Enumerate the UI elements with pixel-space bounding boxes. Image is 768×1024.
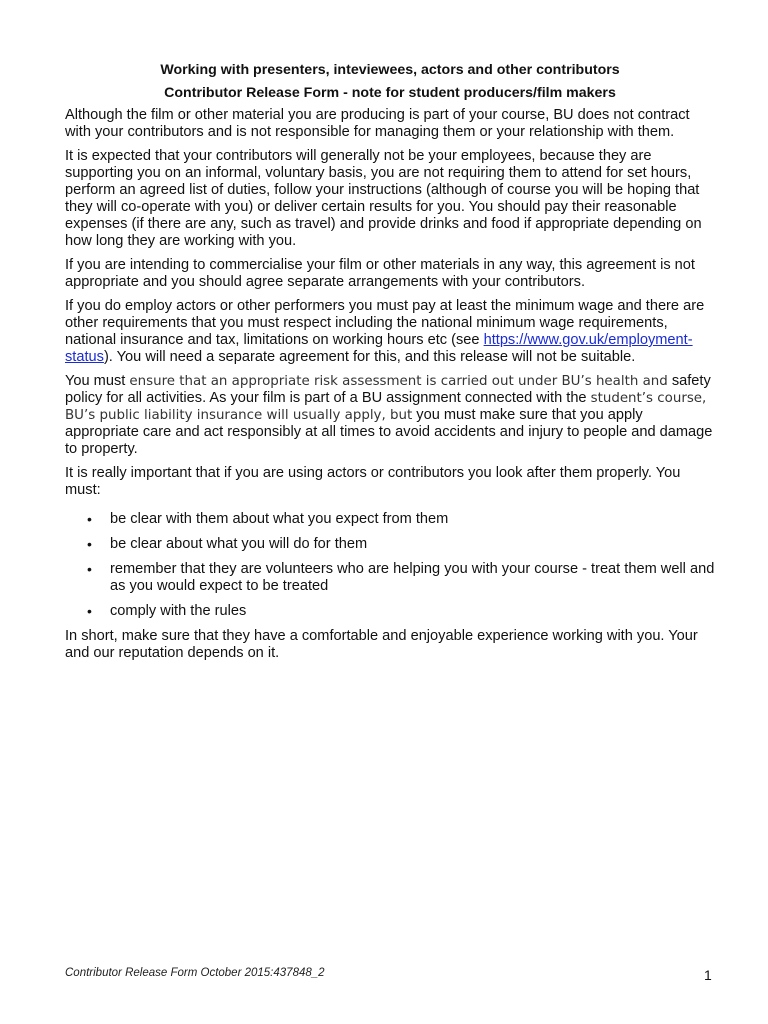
document-body <box>65 60 715 669</box>
risk-text-b: ensure that an appropriate risk assessment is carried out under BU’s health and <box>129 374 668 389</box>
list-item <box>65 536 715 553</box>
paragraph-risk-assessment <box>65 373 715 458</box>
page-number: 1 <box>704 967 712 983</box>
list-item-text: be clear with them about what you expect from them <box>110 511 449 527</box>
list-item-text: remember that they are volunteers who are helping you with your course - treat them well and as you would expect to be treated <box>110 561 715 594</box>
paragraph-minimum-wage-text-end: ). You will need a separate agreement for this, and this release will not be suitable. <box>103 349 636 365</box>
paragraph-summary: In short, make sure that they have a comfortable and enjoyable experience working with you. Your and our reputation depends on it. <box>65 628 698 661</box>
risk-text-e: you must make sure that you apply appropriate care and act responsibly at all times to avoid accidents and injury to people and damage to property. <box>65 407 713 457</box>
bullet-icon: • <box>87 536 92 552</box>
footer-reference: Contributor Release Form October 2015:437848_2 <box>65 967 325 979</box>
document-title: Working with presenters, inteviewees, actors and other contributors <box>160 62 620 78</box>
bullet-icon: • <box>87 603 92 619</box>
risk-text-c: safety policy for all activities. As your film is part of a BU assignment connected with the <box>65 373 711 406</box>
list-item <box>65 511 715 528</box>
list-item <box>65 603 715 620</box>
list-item-text: comply with the rules <box>110 603 247 619</box>
bullet-icon: • <box>87 561 92 577</box>
document-subtitle: Contributor Release Form - note for student producers/film makers <box>164 85 616 101</box>
obligations-list <box>65 511 715 620</box>
employment-status-link[interactable]: https://www.gov.uk/employment-status <box>65 332 693 365</box>
list-item <box>65 561 715 595</box>
paragraph-contract: Although the film or other material you are producing is part of your course, BU does not contract with your contributors and is not responsible for managing them or your relationship with them. <box>65 107 690 140</box>
list-item-text: be clear about what you will do for them <box>110 536 368 552</box>
bullet-icon: • <box>87 511 92 527</box>
paragraph-commercialise: If you are intending to commercialise your film or other materials in any way, this agreement is not appropriate and you should agree separate arrangements with your contributors. <box>65 257 695 290</box>
paragraph-look-after: It is really important that if you are using actors or contributors you look after them properly. You must: <box>65 465 681 498</box>
risk-text-d: student’s course, BU’s public liability insurance will usually apply, but <box>65 391 707 423</box>
paragraph-employees: It is expected that your contributors will generally not be your employees, because they are supporting you on an informal, voluntary basis, you are not requiring them to attend for set hours, perform an agreed list of duties, follow your instructions (although of course you will be hoping that they will co-operate with you) or deliver certain results for you. You should pay their reasonable expenses (if there are any, such as travel) and provide drinks and food if appropriate depending on how long they are working with you. <box>65 148 702 249</box>
paragraph-minimum-wage-text: If you do employ actors or other performers you must pay at least the minimum wage and there are other requirements that you must respect including the national minimum wage requirements, national insurance and tax, limitations on working hours etc (see <box>65 298 705 348</box>
risk-text-a: You must <box>65 373 130 389</box>
paragraph-minimum-wage <box>65 298 715 366</box>
